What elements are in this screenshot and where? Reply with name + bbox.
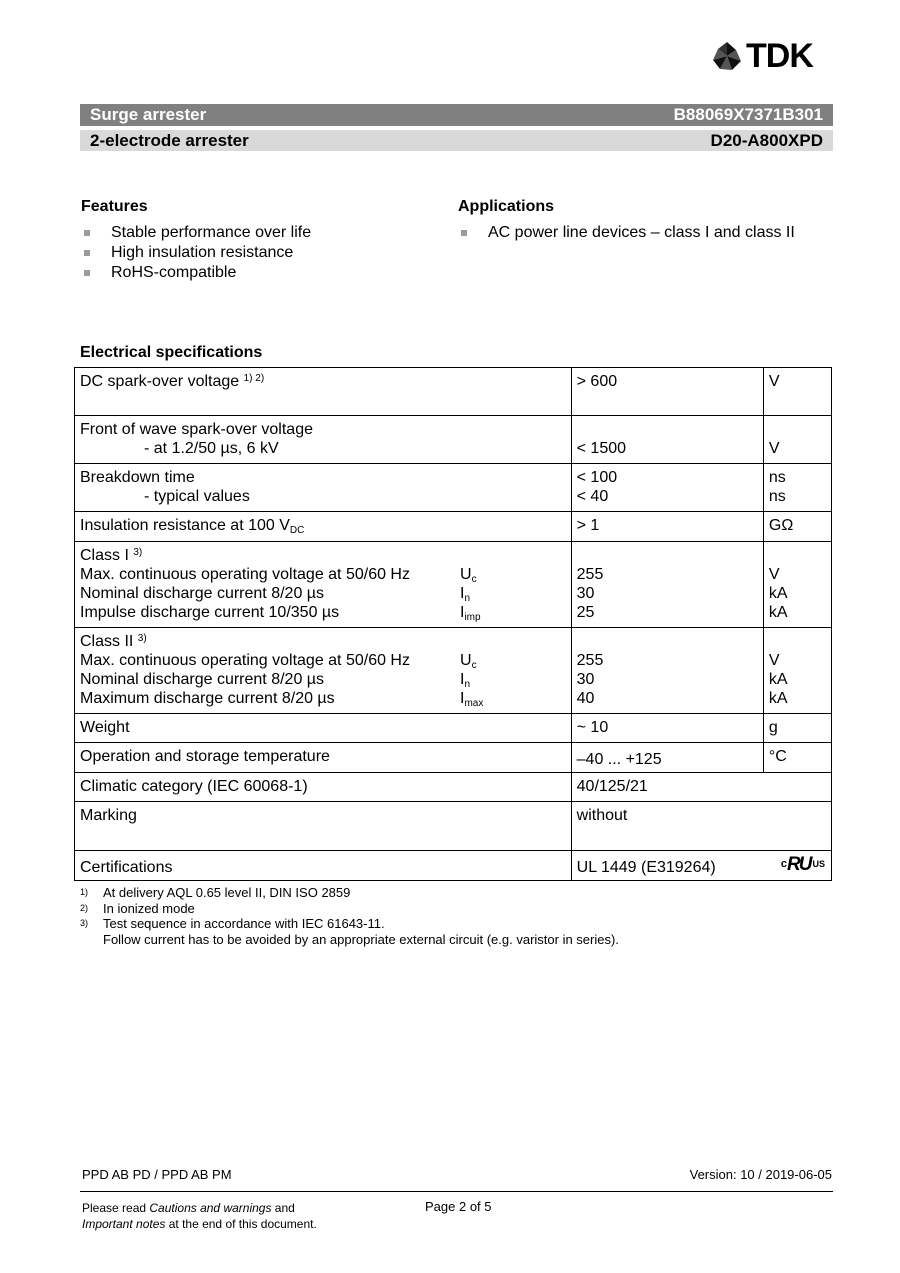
tdk-logo (712, 37, 813, 75)
table-row: Weight ~ 10 g (75, 714, 832, 743)
footnote: Follow current has to be avoided by an appropriate external circuit (e.g. varistor in series). (103, 931, 619, 947)
footnote: 3) Test sequence in accordance with IEC 61643-11. (80, 916, 385, 931)
table-row: Breakdown time - typical values < 100 < 40 ns ns (75, 464, 832, 512)
type-code: D20-A800XPD (710, 131, 823, 150)
list-item: Stable performance over life (81, 223, 311, 243)
table-row: Marking without (75, 802, 832, 851)
footer-department: PPD AB PD / PPD AB PM (82, 1167, 232, 1182)
applications-list (458, 223, 795, 243)
footnote: 1) At delivery AQL 0.65 level II, DIN ISO 2859 (80, 885, 351, 900)
table-row: DC spark-over voltage $^{1) 2)}$ > 600 V (75, 368, 832, 416)
product-subtype: 2-electrode arrester (90, 131, 249, 150)
ordering-code: B88069X7371B301 (673, 105, 823, 124)
electrical-spec-title: Electrical specifications (80, 344, 263, 361)
features-title: Features (81, 198, 148, 215)
table-row: Operation and storage temperature –40 ... +125 °C (75, 743, 832, 773)
header-bar-primary (80, 104, 833, 126)
page-number: Page 2 of 5 (425, 1199, 492, 1214)
bullet-icon (84, 270, 90, 276)
features-list (81, 223, 311, 283)
electrical-spec-table (74, 367, 832, 881)
footnotes (80, 885, 619, 947)
table-row: Insulation resistance at 100 $V_{DC}$ > 1 GΩ (75, 512, 832, 542)
tdk-symbol-icon (712, 41, 742, 71)
bullet-icon (84, 250, 90, 256)
list-item: AC power line devices – class I and class II (458, 223, 795, 243)
ul-listed-icon: c RU US (780, 854, 825, 875)
applications-title: Applications (458, 198, 555, 215)
footer-version: Version: 10 / 2019-06-05 (689, 1167, 832, 1182)
logo-text: TDK (746, 37, 813, 75)
footer-divider (80, 1191, 833, 1192)
certification-value: UL 1449 (E319264) (576, 859, 716, 876)
table-row: Front of wave spark-over voltage - at 1.2/50 µs, 6 kV < 1500 V (75, 416, 832, 464)
table-row: Climatic category (IEC 60068-1) 40/125/21 (75, 773, 832, 802)
footer-note: Please read Cautions and warnings and Important notes at the end of this document. (82, 1201, 317, 1231)
table-row: Class I $^{3)}$ Max. continuous operating voltage at 50/60 Hz $U_c$ Nominal discharge current 8/20 µs $I_n$ Impulse discharge current 10/350 µs $I_{imp}$ 255 30 25 V kA kA (75, 542, 832, 628)
bullet-icon (461, 230, 467, 236)
table-row: Class II $^{3)}$ Max. continuous operating voltage at 50/60 Hz $U_c$ Nominal discharge current 8/20 µs $I_n$ Maximum discharge current 8/20 µs $I_{max}$ 255 30 40 V kA kA (75, 628, 832, 714)
list-item: RoHS-compatible (81, 263, 311, 283)
table-row: Certifications UL 1449 (E319264) c RU US (75, 851, 832, 881)
bullet-icon (84, 230, 90, 236)
list-item: High insulation resistance (81, 243, 311, 263)
header-bar-secondary (80, 130, 833, 151)
product-type: Surge arrester (90, 105, 207, 124)
footnote: 2) In ionized mode (80, 900, 195, 916)
